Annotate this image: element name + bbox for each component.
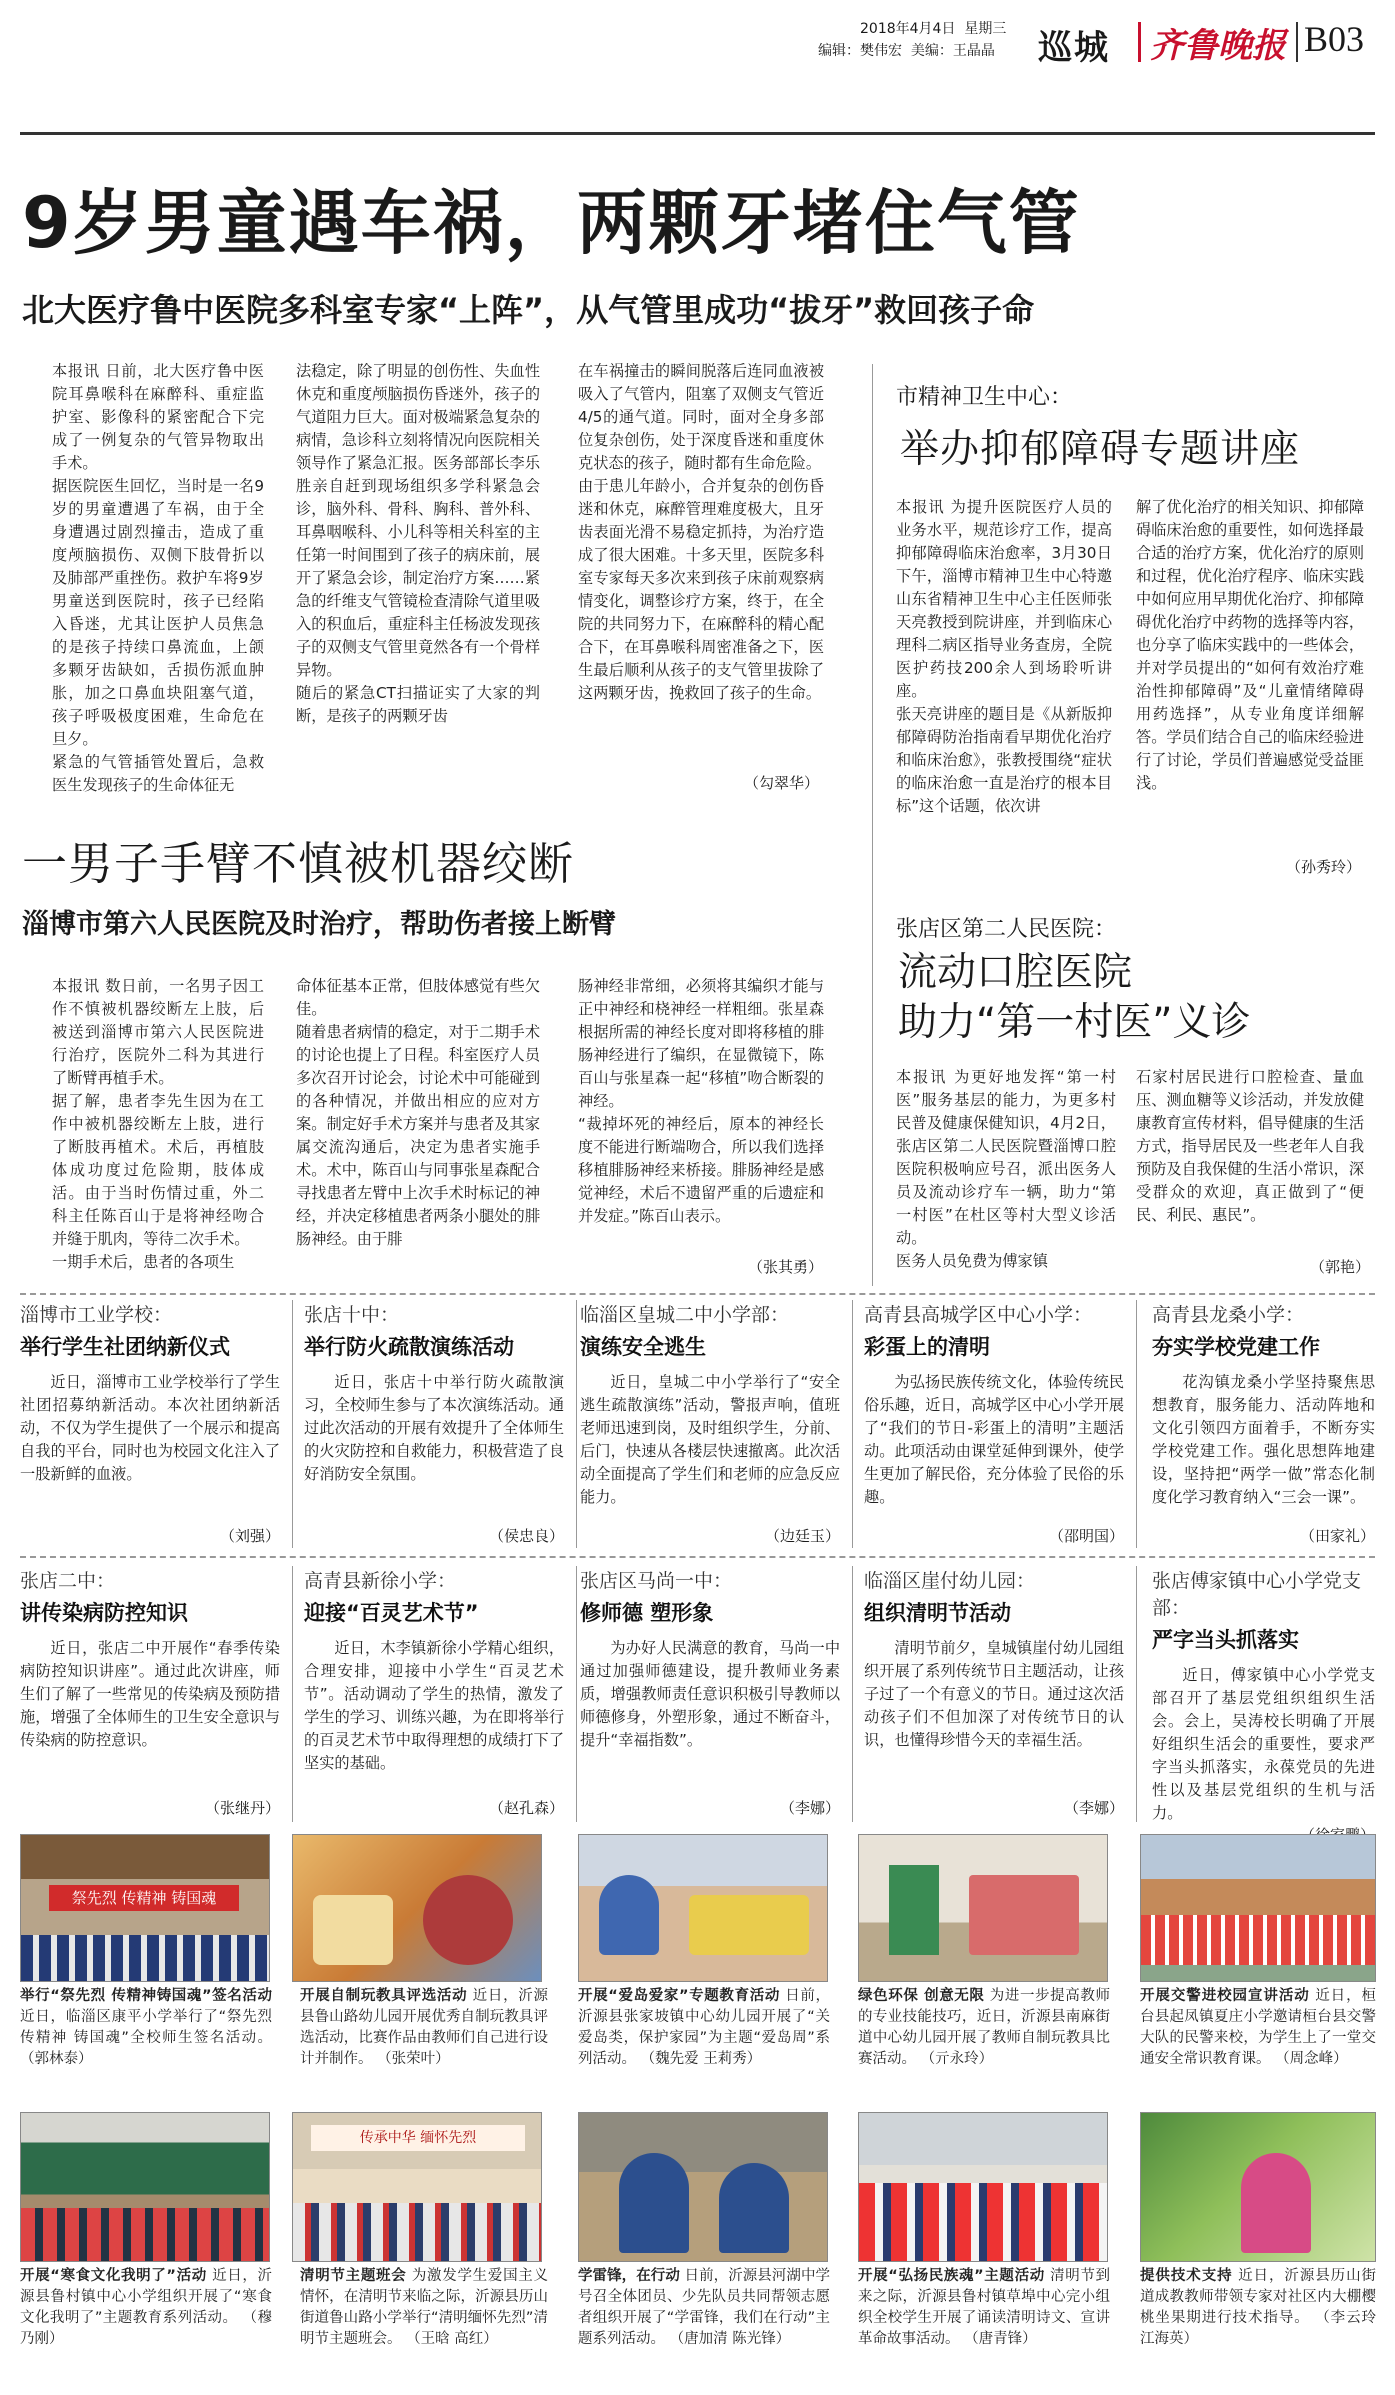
brief-item (20, 1566, 280, 1818)
brief-author: （邵明国） (1048, 1527, 1124, 1545)
photo-shape (689, 1895, 809, 1955)
photo-caption-lead: 绿色环保 创意无限 (858, 1988, 985, 2004)
dental-org: 张店区第二人民医院： (896, 917, 1117, 942)
brief-unit: 张店区马尚一中： (580, 1570, 733, 1592)
brief-author: （侯忠良） (488, 1527, 564, 1545)
photo (292, 2112, 542, 2262)
column-divider (576, 1300, 577, 1548)
photo-banner: 祭先烈 传精神 铸国魂 (49, 1885, 239, 1911)
photo-caption-lead: 开展“弘扬民族魂”主题活动 (858, 2268, 1045, 2284)
photo-caption-author: （郭林泰） (20, 2051, 93, 2067)
photo-caption-text: 近日，沂源县历山街道成教教师带领专家对社区内大棚樱桃坐果期进行技术指导。 (1140, 2268, 1376, 2326)
column-divider (872, 364, 873, 1286)
photo-crowd (21, 1935, 270, 1982)
photo-caption-text: 近日，临淄区康平小学举行了“祭先烈传精神 铸国魂”全校师生签名活动。 (20, 2009, 272, 2046)
column-divider (852, 1566, 853, 1822)
photo (578, 2112, 828, 2262)
brief-item (20, 1300, 280, 1546)
photo-caption (578, 2266, 830, 2386)
brief-item (1136, 1566, 1375, 1845)
photo-caption-lead: 开展自制玩教具评选活动 (300, 1988, 468, 2004)
brief-title: 迎接“百灵艺术节” (304, 1601, 479, 1625)
photo (1140, 2112, 1376, 2262)
section-divider (20, 1293, 1375, 1295)
lead-col-1-text: 本报讯 日前，北大医疗鲁中医院耳鼻喉科在麻醉科、重症监护室、影像科的紧密配合下完成了一例复杂的气管异物取出手术。 据医院医生回忆，当时是一名9岁的男童遭遇了车祸，由于全身遭遇过剧烈撞击，造成了重度颅脑损伤、双侧下肢骨折以及肺部严重挫伤。救护车将9岁男童送到医院时，孩子已经陷入昏迷，尤其让医护人员焦急的是孩子持续口鼻流血，上颌多颗牙齿缺如，舌损伤派血肿胀，加之口鼻血块阻塞气道，孩子呼吸极度困难，生命危在旦夕。 紧急的气管插管处置后，急救医生发现孩子的生命体征无 (52, 362, 264, 794)
brief-text: 近日，张店十中举行防火疏散演习，全校师生参与了本次演练活动。通过此次活动的开展有效提升了全体师生的火灾防控和自救能力，积极营造了良好消防安全氛围。 (304, 1373, 564, 1483)
dental-col-1 (896, 1066, 1116, 1278)
brief-unit: 张店二中： (20, 1570, 116, 1592)
designer: 美编：王晶晶 (910, 43, 995, 59)
photo-caption-author: （王晗 高红） (406, 2331, 498, 2347)
lead-col-3 (578, 360, 824, 800)
brief-author: （赵孔森） (488, 1799, 564, 1817)
brief-title: 严字当头抓落实 (1152, 1628, 1299, 1652)
brief-author: （张继丹） (204, 1799, 280, 1817)
brief-author: （刘强） (219, 1527, 280, 1545)
photo-caption (858, 1986, 1110, 2102)
arm-col-2 (296, 975, 540, 1275)
brief-title: 演练安全逃生 (580, 1335, 706, 1359)
brief-title: 讲传染病防控知识 (20, 1601, 188, 1625)
brief-text: 近日，木李镇新徐小学精心组织，合理安排，迎接中小学生“百灵艺术节”。活动调动了学生的热情，激发了学生的学习、训练兴趣，为在即将举行的百灵艺术节中取得理想的成绩打下了坚实的基础。 (304, 1639, 564, 1772)
brief-author: （李娜） (1063, 1799, 1124, 1817)
photo-caption-text: 日前，沂源县张家坡镇中心幼儿园开展了“关爱岛类，保护家园”为主题“爱岛周”系列活动。 (578, 1988, 830, 2067)
briefs-row-1 (20, 1300, 1375, 1556)
brief-text: 近日，皇城二中小学举行了“安全逃生疏散演练”活动，警报声响，值班老师迅速到岗，及时组织学生，分前、后门，快速从各楼层快速撤离。此次活动全面提高了学生们和老师的应急反应能力。 (580, 1373, 840, 1506)
brief-title: 彩蛋上的清明 (864, 1335, 990, 1359)
brief-title: 举行学生社团纳新仪式 (20, 1335, 230, 1359)
photo-shape (889, 1865, 939, 1955)
photo-shape (719, 2163, 789, 2253)
dental-title-2: 助力“第一村医”义诊 (898, 1000, 1251, 1045)
mental-title: 举办抑郁障碍专题讲座 (900, 427, 1301, 472)
lead-subtitle: 北大医疗鲁中医院多科室专家“上阵”，从气管里成功“拔牙”救回孩子命 (22, 291, 1035, 329)
photo-caption (1140, 2266, 1376, 2386)
mental-org: 市精神卫生中心： (896, 385, 1073, 410)
brief-author: （田家礼） (1299, 1527, 1375, 1545)
photo-caption-text: 近日，沂源县鲁山路幼儿园开展优秀自制玩教具评选活动，比赛作品由教师们自己进行设计并制作。 (300, 1988, 548, 2067)
briefs-row-2 (20, 1566, 1375, 1832)
dental-col-2 (1136, 1066, 1364, 1256)
dental-col-2-text: 石家村居民进行口腔检查、量血压、测血糖等义诊活动，并发放健康教育宣传材料，倡导健康的生活方式，指导居民及一些老年人自我预防及自我保健的生活小常识，深受群众的欢迎，真正做到了“便民、利民、惠民”。 (1136, 1068, 1364, 1224)
dental-col-1-text: 本报讯 为更好地发挥“第一村医”服务基层的能力，为更多村民普及健康保健知识，4月2日，张店区第二人民医院暨淄博口腔医院积极响应号召，派出医务人员及流动诊疗车一辆，助力“第一村医”在杜区等村大型义诊活动。 医务人员免费为傅家镇 (896, 1068, 1116, 1270)
brief-item (1136, 1300, 1375, 1546)
photo-caption-author: （周念峰） (1275, 2051, 1348, 2067)
brief-item (864, 1300, 1124, 1546)
dental-title-1: 流动口腔医院 (898, 950, 1133, 995)
brief-title: 举行防火疏散演练活动 (304, 1335, 514, 1359)
photo-caption-author: （唐青锋） (964, 2331, 1037, 2347)
column-divider (292, 1566, 293, 1822)
photo-caption-author: （穆乃刚） (20, 2310, 272, 2347)
photo-caption-text: 近日，沂源县鲁村镇中心小学组织开展了“寒食文化我明了”主题教育系列活动。 (20, 2268, 272, 2326)
column-divider (292, 1300, 293, 1548)
brief-item (304, 1566, 564, 1818)
header-rule (20, 132, 1375, 135)
brief-unit: 张店傅家镇中心小学党支部： (1152, 1570, 1362, 1619)
mental-col-1-text: 本报讯 为提升医院医疗人员的业务水平，规范诊疗工作，提高抑郁障碍临床治愈率，3月30日下午，淄博市精神卫生中心特邀山东省精神卫生中心主任医师张天亮教授到院讲座，并到临床心理科二病区指导业务查房，全院医护药技200余人到场聆听讲座。 张天亮讲座的题目是《从新版抑郁障碍防治指南看早期优化治疗和临床治愈》，张教授围绕“症状的临床治愈一直是治疗的根本目标”这个话题，依次讲 (896, 498, 1112, 815)
brief-unit: 临淄区皇城二中小学部： (580, 1304, 790, 1326)
arm-col-2-text: 命体征基本正常，但肢体感觉有些欠佳。 随着患者病情的稳定，对于二期手术的讨论也提上了日程。科室医疗人员多次召开讨论会，讨论术中可能碰到的各种情况，并做出相应的应对方案。制定好手术方案并与患者及其家属交流沟通后，决定为患者实施手术。术中，陈百山与同事张星森配合寻找患者左臂中上次手术时标记的神经，并决定移植患者两条小腿处的腓肠神经。由于腓 (296, 977, 540, 1248)
lead-author: （勾翠华） (740, 772, 819, 793)
photo-banner: 传承中华 缅怀先烈 (311, 2125, 525, 2151)
separator-bar-icon (1296, 22, 1298, 62)
photo-caption-lead: 开展“寒食文化我明了”活动 (20, 2268, 207, 2284)
lead-col-1 (52, 360, 264, 800)
lead-col-3-text: 在车祸撞击的瞬间脱落后连同血液被吸入了气管内，阻塞了双侧支气管近4/5的通气道。同时，面对全身多部位复杂创伤，处于深度昏迷和重度休克状态的孩子，随时都有生命危险。 由于患儿年龄小，合并复杂的创伤昏迷和休克，麻醉管理难度极大，且牙齿表面光滑不易稳定抓持，为治疗造成了很大困难。十多天里，医院多科室专家每天多次来到孩子床前观察病情变化，调整诊疗方案，终于，在全院的共同努力下，在麻醉科的精心配合下，在耳鼻喉科周密准备之下，医生最后顺利从孩子的支气管里拔除了这两颗牙齿，挽救回了孩子的生命。 (578, 362, 824, 702)
photo-caption-text: 日前，沂源县河湖中学号召全体团员、少先队员共同帮领志愿者组织开展了“学雷锋，我们在行动”主题系列活动。 (578, 2268, 830, 2347)
photo-caption-text: 清明节到来之际，沂源县鲁村镇草埠中心完小组织全校学生开展了诵读清明诗文、宣讲革命故事活动。 (858, 2268, 1110, 2347)
photo-caption-lead: 开展“爱岛爱家”专题教育活动 (578, 1988, 780, 2004)
photo (1140, 1834, 1376, 1982)
photo-caption (300, 2266, 548, 2386)
photo-caption (1140, 1986, 1376, 2102)
brief-text: 清明节前夕，皇城镇崖付幼儿园组织开展了系列传统节日主题活动，让孩子过了一个有意义的节日。通过这次活动孩子们不但加深了对传统节日的认识，也懂得珍惜今天的幸福生活。 (864, 1639, 1124, 1749)
brief-text: 为办好人民满意的教育，马尚一中通过加强师德建设，提升教师业务素质，增强教师责任意识积极引导教师以师德修身，外塑形象，通过不断奋斗，提升“幸福指数”。 (580, 1639, 840, 1749)
brief-item (580, 1300, 840, 1546)
brief-title: 组织清明节活动 (864, 1601, 1011, 1625)
column-divider (576, 1566, 577, 1822)
arm-author: （张其勇） (744, 1256, 823, 1277)
photo-caption (300, 1986, 548, 2102)
arm-title: 一男子手臂不慎被机器绞断 (22, 837, 575, 890)
brief-unit: 张店十中： (304, 1304, 400, 1326)
mental-col-1 (896, 496, 1112, 878)
brief-unit: 高青县龙桑小学： (1152, 1304, 1305, 1326)
photo-caption-author: （李云玲 江海英） (1140, 2310, 1376, 2347)
brief-unit: 高青县高城学区中心小学： (864, 1304, 1093, 1326)
weekday: 星期三 (964, 21, 1007, 37)
photo-caption-lead: 学雷锋，在行动 (578, 2268, 680, 2284)
brief-unit: 临淄区崖付幼儿园： (864, 1570, 1036, 1592)
arm-col-3 (578, 975, 824, 1275)
arm-col-1 (52, 975, 264, 1275)
editor-line (818, 42, 995, 60)
brief-text: 为弘扬民族传统文化，体验传统民俗乐趣，近日，高城学区中心小学开展了“我们的节日-彩蛋上的清明”主题活动。此项活动由课堂延伸到课外，使学生更加了解民俗，充分体验了民俗的乐趣。 (864, 1373, 1124, 1506)
photo-caption (858, 2266, 1110, 2386)
photo-shape (969, 1875, 1079, 1955)
dental-author: （郭艳） (1310, 1258, 1371, 1276)
brief-author: （李娜） (779, 1799, 840, 1817)
photo-caption-text: 为激发学生爱国主义情怀，在清明节来临之际，沂源县历山街道鲁山路小学举行“清明缅怀先烈”清明节主题班会。 (300, 2268, 548, 2347)
photo (292, 1834, 542, 1982)
photo (20, 1834, 270, 1982)
brief-title: 修师德 塑形象 (580, 1601, 714, 1625)
photo-caption-lead: 提供技术支持 (1140, 2268, 1233, 2284)
brief-text: 花沟镇龙桑小学坚持聚焦思想教育，服务能力、活动阵地和文化引领四方面着手，不断夯实学校党建工作。强化思想阵地建设，坚持把“两学一做”常态化制度化学习教育纳入“三会一课”。 (1152, 1373, 1375, 1506)
mental-col-2-text: 解了优化治疗的相关知识、抑郁障碍临床治愈的重要性，如何选择最合适的治疗方案，优化治疗的原则和过程，优化治疗程序、临床实践中如何应用早期优化治疗、抑郁障碍优化治疗中药物的选择等内容，也分享了临床实践中的一些体会，并对学员提出的“如何有效治疗难治性抑郁障碍”及“儿童情绪障碍用药选择”，从专业角度详细解答。学员们结合自己的临床经验进行了讨论，学员们普遍感觉受益匪浅。 (1136, 498, 1364, 792)
photo-caption (20, 1986, 272, 2102)
arm-subtitle: 淄博市第六人民医院及时治疗，帮助伤者接上断臂 (22, 909, 616, 940)
page-header (0, 0, 1395, 68)
lead-col-2-text: 法稳定，除了明显的创伤性、失血性休克和重度颅脑损伤昏迷外，孩子的气道阻力巨大。面对极端紧急复杂的病情，急诊科立刻将情况向医院相关领导作了紧急汇报。医务部部长李乐胜亲自赶到现场组织多学科紧急会诊，脑外科、骨科、胸科、普外科、耳鼻咽喉科、小儿科等相关科室的主任第一时间围到了孩子的病床前，展开了紧急会诊，制定治疗方案……紧急的纤维支气管镜检查清除气道里吸入的积血后，重症科主任杨波发现孩子的双侧支气管里竟然各有一个骨样异物。 随后的紧急CT扫描证实了大家的判断，是孩子的两颗牙齿 (296, 362, 540, 725)
photo-shape (619, 2153, 689, 2253)
brief-title: 夯实学校党建工作 (1152, 1335, 1320, 1359)
photo-caption-text: 近日，桓台县起凤镇夏庄小学邀请桓台县交警大队的民警来校，为学生上了一堂交通安全常识教育课。 (1140, 1988, 1376, 2067)
photo (578, 1834, 828, 1982)
photo-caption (20, 2266, 272, 2386)
section-name: 巡城 (1038, 28, 1110, 68)
brief-text: 近日，张店二中开展作“春季传染病防控知识讲座”。通过此次讲座，师生们了解了一些常见的传染病及预防措施，增强了全体师生的卫生安全意识与传染病的防控意识。 (20, 1639, 280, 1749)
lead-title: 9岁男童遇车祸，两颗牙堵住气管 (22, 182, 1081, 264)
brief-unit: 高青县新徐小学： (304, 1570, 457, 1592)
lead-col-2 (296, 360, 540, 800)
photo-caption-author: （亓永玲） (920, 2051, 994, 2067)
photo-caption-author: （张荣叶） (377, 2051, 450, 2067)
mental-author: （孙秀玲） (1286, 858, 1362, 876)
photo-caption-lead: 举行“祭先烈 传精神铸国魂”签名活动 (20, 1988, 272, 2004)
page-number: B03 (1304, 19, 1365, 59)
photo-crowd (293, 2203, 542, 2262)
brief-item (304, 1300, 564, 1546)
brief-item (580, 1566, 840, 1818)
date-line (860, 20, 1006, 38)
photo (858, 2112, 1108, 2262)
section-divider (20, 1556, 1375, 1558)
photo-caption (578, 1986, 830, 2102)
photo-crowd (859, 2183, 1108, 2262)
photo-shape (423, 1875, 513, 1965)
brief-author: （边廷玉） (764, 1527, 840, 1545)
brief-text: 近日，淄博市工业学校举行了学生社团招募纳新活动。本次社团纳新活动，不仅为学生提供了一个展示和提高自我的平台，同时也为校园文化注入了一股新鲜的血液。 (20, 1373, 280, 1483)
date: 2018年4月4日 (860, 21, 956, 37)
editor: 编辑：樊伟宏 (818, 43, 902, 59)
mental-col-2 (1136, 496, 1364, 856)
arm-col-3-text: 肠神经非常细，必须将其编织才能与正中神经和桡神经一样粗细。张星森根据所需的神经长度对即将移植的腓肠神经进行了编织，在显微镜下，陈百山与张星森一起“移植”吻合断裂的神经。 “裁掉坏死的神经后，原本的神经长度不能进行断端吻合，所以我们选择移植腓肠神经来桥接。腓肠神经是感觉神经，术后不遗留严重的后遗症和并发症。”陈百山表示。 (578, 977, 824, 1225)
photo-caption-text: 为进一步提高教师的专业技能技巧，近日，沂源县南麻街道中心幼儿园开展了教师自制玩教具比赛活动。 (858, 1988, 1110, 2067)
paper-logo: 齐鲁晚报 (1150, 26, 1286, 66)
brief-text: 近日，傅家镇中心小学党支部召开了基层党组织组织生活会。会上，吴涛校长明确了开展好组织生活会的重要性，要求严字当头抓落实，永葆党员的先进性以及基层党组织的生机与活力。 (1152, 1666, 1375, 1822)
photo-caption-lead: 开展交警进校园宣讲活动 (1140, 1988, 1310, 2004)
brief-unit: 淄博市工业学校： (20, 1304, 173, 1326)
photo-shape (313, 1895, 393, 1965)
column-divider (852, 1300, 853, 1548)
photo-crowd (21, 2208, 270, 2262)
separator-bar-icon (1138, 22, 1141, 62)
photo (858, 1834, 1108, 1982)
photo-caption-author: （魏先爱 王莉秀） (640, 2051, 762, 2067)
photo-shape (599, 1875, 659, 1955)
photo-caption-author: （唐加清 陈光锋） (669, 2331, 791, 2347)
arm-col-1-text: 本报讯 数日前，一名男子因工作不慎被机器绞断左上肢，后被送到淄博市第六人民医院进行治疗，医院外二科为其进行了断臂再植手术。 据了解，患者李先生因为在工作中被机器绞断左上肢，进行了断肢再植术。术后，再植肢体成功度过危险期，肢体成活。由于当时伤情过重，外二科主任陈百山于是将神经吻合并缝于肌肉，等待二次手术。 一期手术后，患者的各项生 (52, 977, 264, 1271)
photo (20, 2112, 270, 2262)
photo-shape (1241, 2153, 1311, 2253)
photo-crowd (1141, 1915, 1376, 1965)
brief-item (864, 1566, 1124, 1818)
photo-caption-lead: 清明节主题班会 (300, 2268, 407, 2284)
